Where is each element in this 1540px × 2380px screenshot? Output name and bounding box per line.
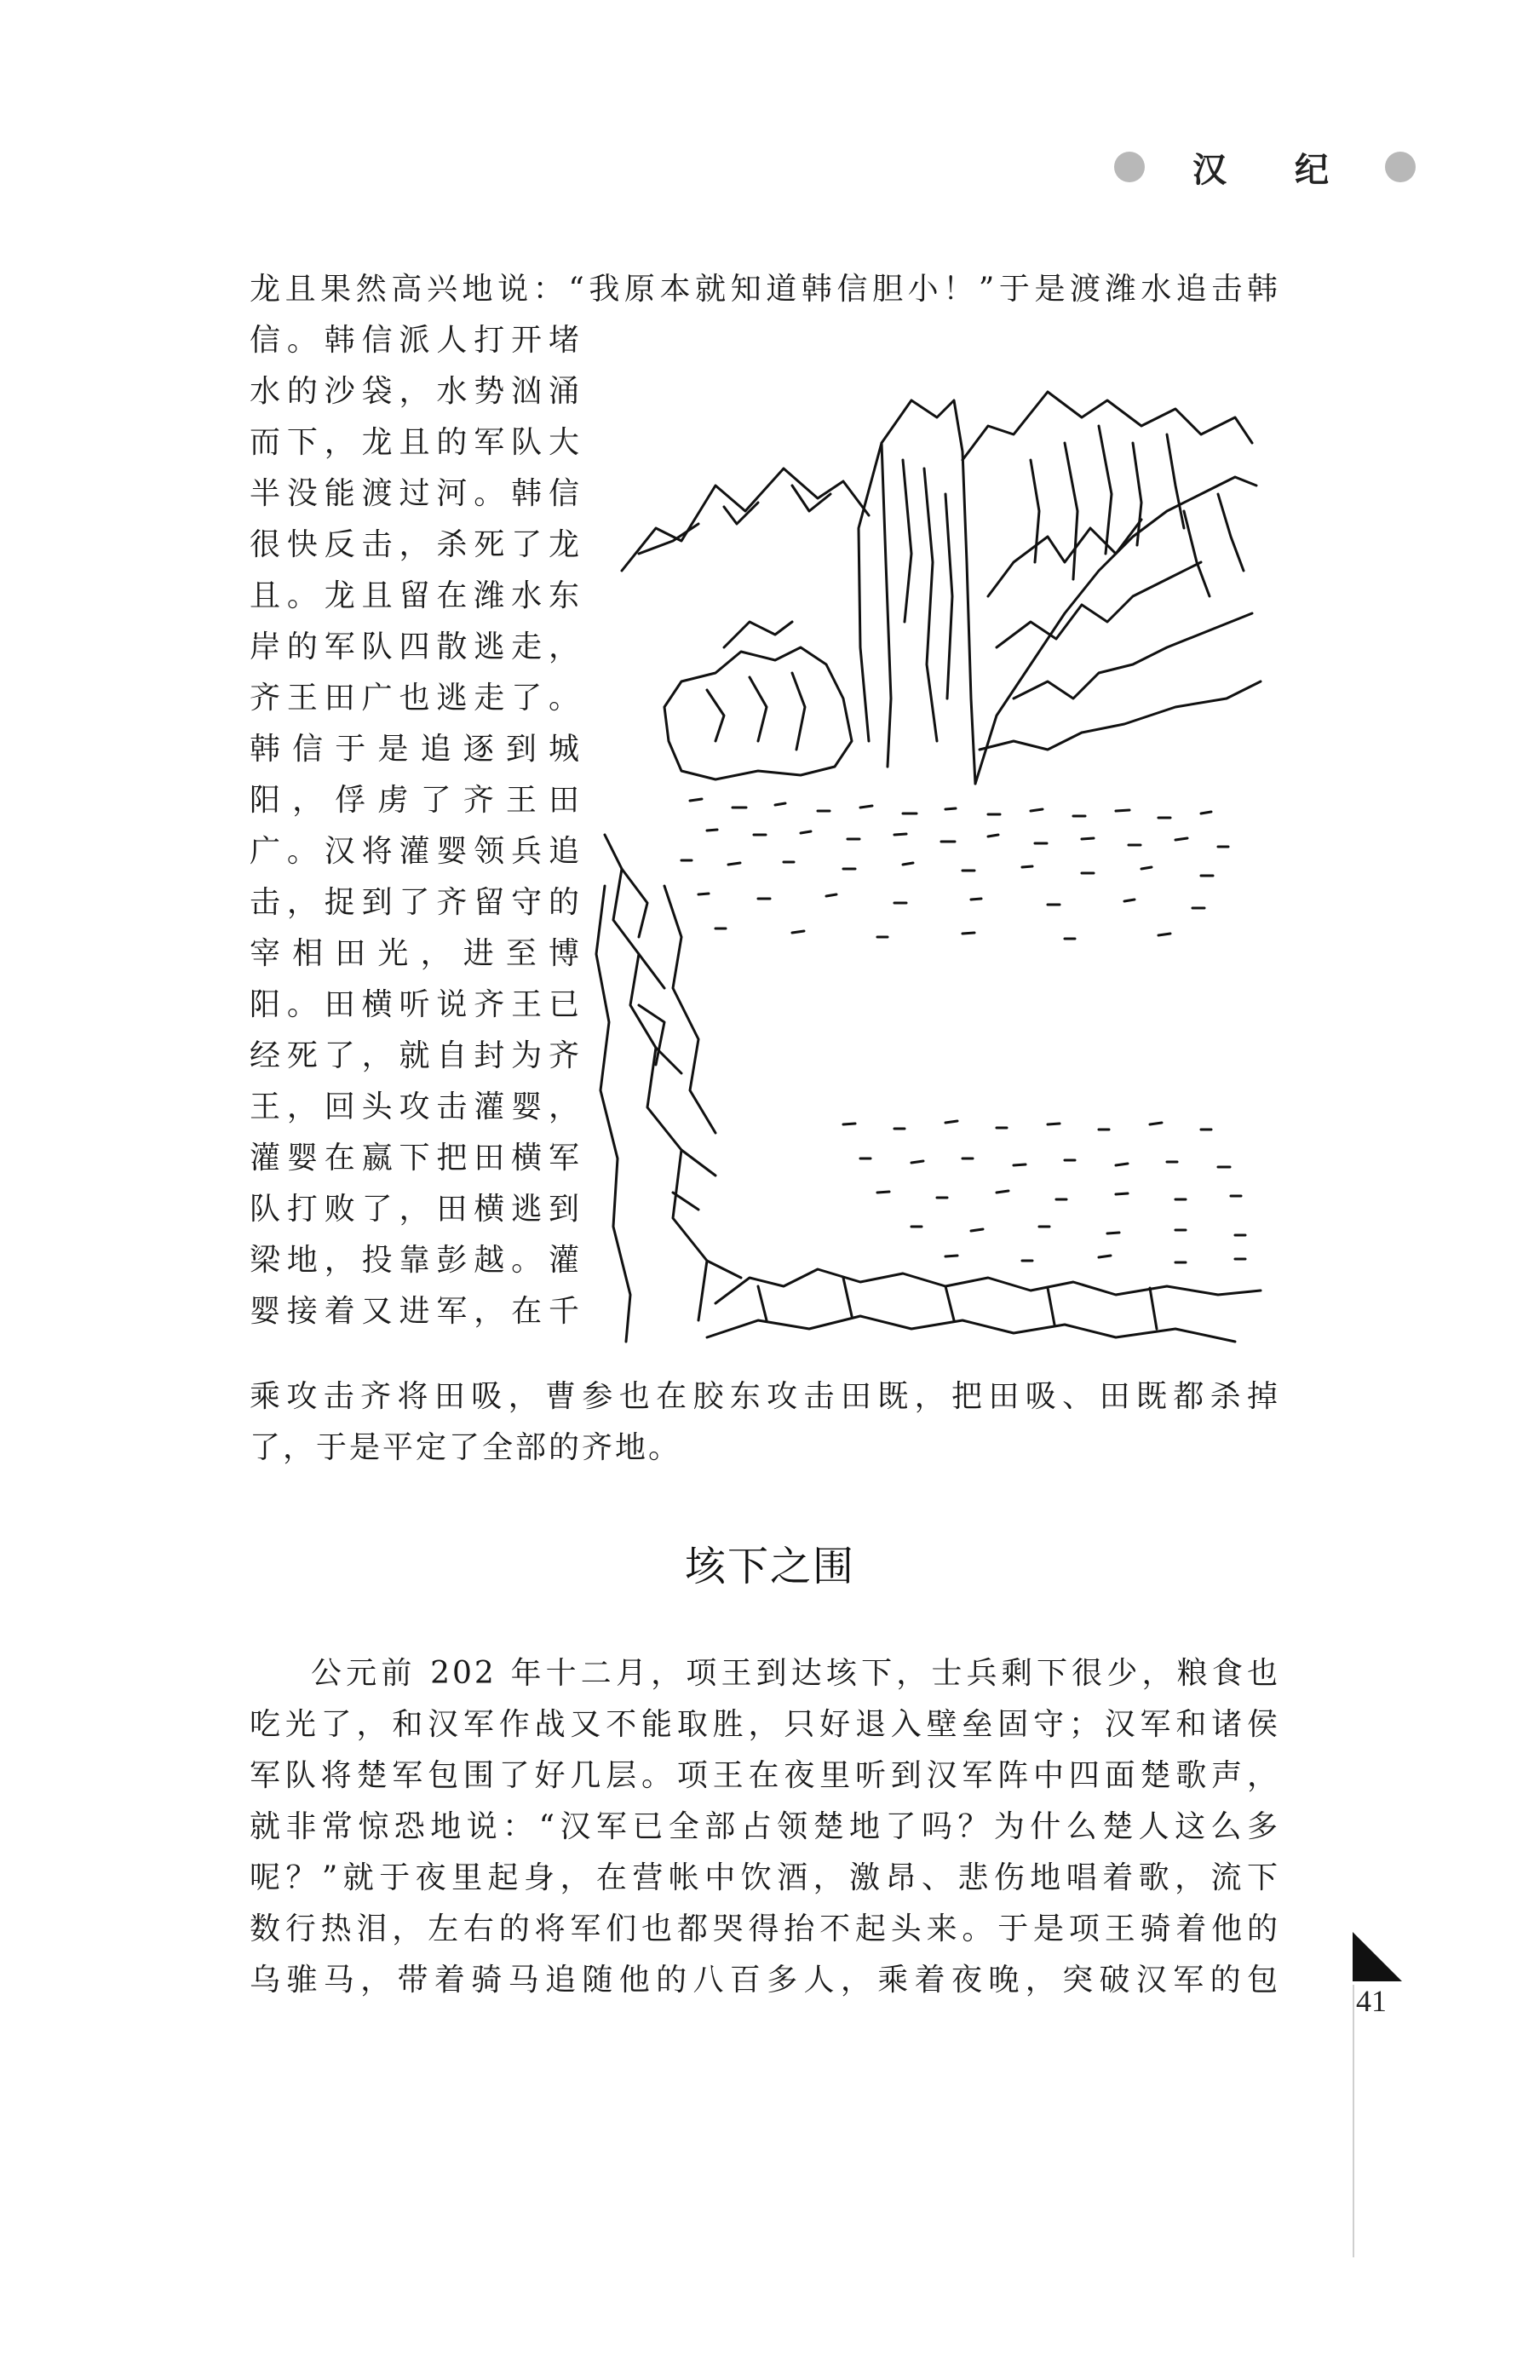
paragraph1-wrapped — [250, 315, 582, 1337]
text-line: 梁地，投靠彭越。灌 — [250, 1243, 582, 1278]
text-line: 阳。田横听说齐王已 — [250, 987, 582, 1022]
text-line: 了，于是平定了全部的齐地。 — [250, 1430, 682, 1465]
text-line: 乘攻击齐将田吸，曹参也在胶东攻击田既，把田吸、田既都杀掉 — [250, 1379, 1280, 1414]
text-line: 且。龙且留在潍水东 — [250, 578, 582, 613]
text-line: 而下，龙且的军队大 — [250, 425, 582, 460]
paragraph2 — [250, 1648, 1280, 2006]
text-line: 宰相田光，进至博 — [250, 936, 582, 971]
text-line: 灌婴在嬴下把田横军 — [250, 1141, 582, 1176]
text-line: 经死了，就自封为齐 — [250, 1038, 582, 1073]
text-line: 齐王田广也逃走了。 — [250, 681, 582, 716]
text-line: 韩信于是追逐到城 — [250, 732, 582, 767]
text-line: 龙且果然高兴地说：“我原本就知道韩信胆小！”于是渡潍水追击韩 — [250, 272, 1280, 307]
running-header — [1107, 136, 1422, 204]
text-line: 很快反击，杀死了龙 — [250, 527, 582, 562]
text-line: 阳，俘虏了齐王田 — [250, 783, 582, 818]
text-line: 数行热泪，左右的将军们也都哭得抬不起头来。于是项王骑着他的 — [250, 1911, 1280, 1946]
header-dot-left — [1114, 152, 1145, 182]
page-corner-marker — [1353, 1932, 1402, 1981]
text-line: 岸的军队四散逃走， — [250, 629, 582, 664]
page-number: 41 — [1356, 1984, 1387, 2018]
text-line: 呢？”就于夜里起身，在营帐中饮酒，激昂、悲伤地唱着歌，流下 — [250, 1860, 1280, 1895]
text-line: 就非常惊恐地说：“汉军已全部占领楚地了吗？为什么楚人这么多 — [250, 1809, 1280, 1844]
text-line: 信。韩信派人打开堵 — [250, 323, 582, 358]
paragraph1-tail — [250, 1371, 1280, 1474]
text-line: 广。汉将灌婴领兵追 — [250, 834, 582, 869]
header-dot-right — [1385, 152, 1416, 182]
text-line: 军队将楚军包围了好几层。项王在夜里听到汉军阵中四面楚歌声， — [250, 1758, 1280, 1793]
text-line: 击，捉到了齐留守的 — [250, 885, 582, 920]
header-char-2: 纪 — [1295, 151, 1329, 190]
section-title: 垓下之围 — [684, 1543, 855, 1590]
text-line: 队打败了，田横逃到 — [250, 1192, 582, 1227]
landscape-illustration — [588, 341, 1269, 1346]
text-line: 公元前 202 年十二月，项王到达垓下，士兵剩下很少，粮食也 — [311, 1656, 1280, 1691]
text-line: 半没能渡过河。韩信 — [250, 476, 582, 511]
text-line: 水的沙袋，水势汹涌 — [250, 374, 582, 409]
text-line: 乌骓马，带着骑马追随他的八百多人，乘着夜晚，突破汉军的包 — [250, 1963, 1280, 1998]
header-char-1: 汉 — [1192, 151, 1227, 190]
text-line: 王，回头攻击灌婴， — [250, 1089, 582, 1124]
margin-line — [1353, 1985, 1354, 2257]
paragraph1-first-line — [250, 264, 1280, 315]
text-line: 婴接着又进军，在千 — [250, 1294, 582, 1329]
text-line: 吃光了，和汉军作战又不能取胜，只好退入壁垒固守；汉军和诸侯 — [250, 1707, 1280, 1742]
